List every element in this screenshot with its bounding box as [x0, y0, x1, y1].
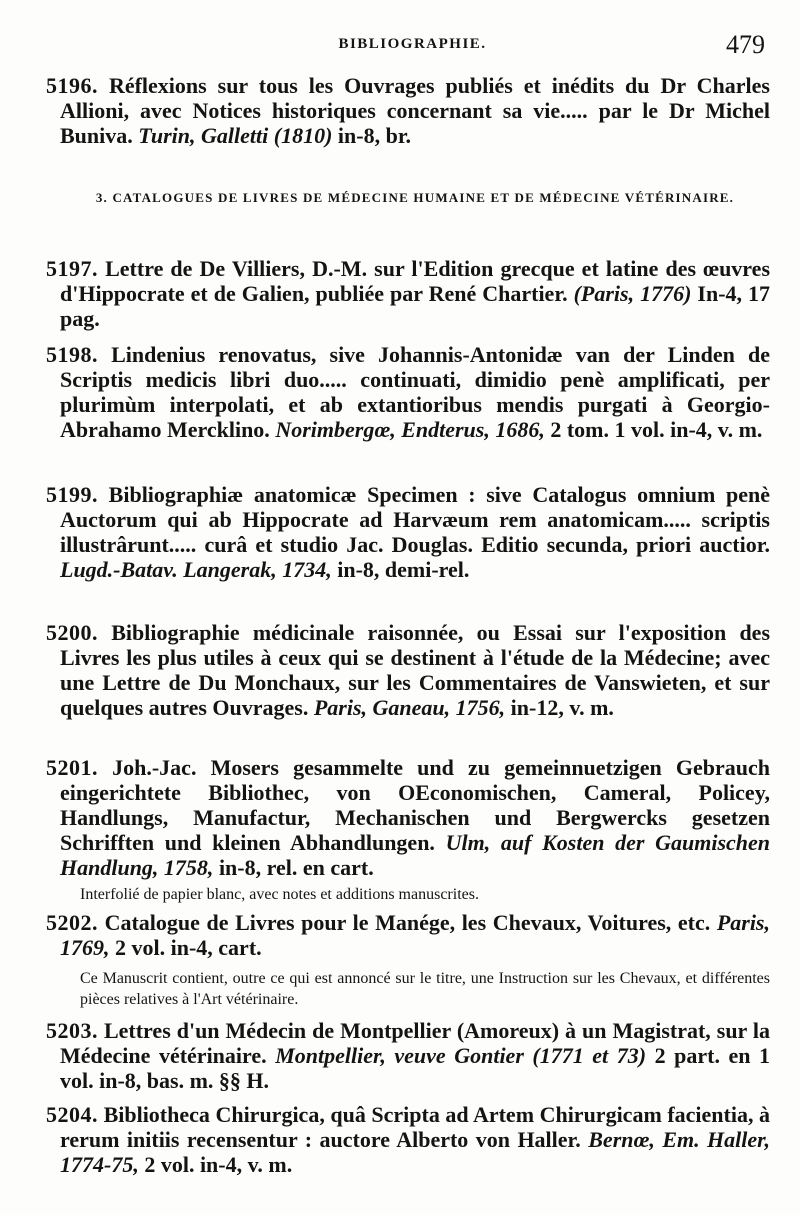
bibliography-entry-5200 [46, 620, 771, 720]
entry-number: 5203. [46, 1018, 98, 1043]
entry-title: Bibliographie médicinale raisonnée, ou Essai sur l'exposition des Livres les plus utiles à ceux qui se destinent à l'étude de la Médecine; avec une Lettre de Du Monchaux, sur les Commentaires de Vanswieten, et sur quelques autres Ouvrages. [60, 620, 771, 720]
entry-format: 2 tom. 1 vol. in-4, v. m. [550, 417, 763, 442]
entry-title: Catalogue de Livres pour le Manége, les Chevaux, Voitures, etc. [104, 910, 711, 935]
entry-format: in-12, v. m. [510, 695, 614, 720]
entry-format: 2 part. en 1 vol. in-8, bas. m. §§ H. [60, 1043, 771, 1093]
entry-imprint: Ulm, auf Kosten der Gaumischen Handlung, 1758, [60, 830, 770, 880]
entry-format: in-8, rel. en cart. [218, 855, 374, 880]
entry-imprint: Montpellier, veuve Gontier (1771 et 73) [275, 1043, 647, 1068]
entry-format: 2 vol. in-4, cart. [115, 935, 262, 960]
bibliography-entry-5199 [46, 482, 771, 582]
entry-imprint: Lugd.-Batav. Langerak, 1734, [60, 557, 332, 582]
running-head-title: BIBLIOGRAPHIE. [338, 36, 487, 52]
entry-format: in-8, demi-rel. [337, 557, 470, 582]
bibliography-entry-5203 [46, 1018, 771, 1093]
entry-imprint: Norimbergœ, Endterus, 1686, [275, 417, 545, 442]
section-title: CATALOGUES DE LIVRES DE MÉDECINE HUMAINE ET DE MÉDECINE VÉTÉRINAIRE. [112, 190, 735, 205]
entry-format: In-4, 17 pag. [60, 281, 771, 331]
section-number: 3. [95, 190, 108, 205]
running-head [60, 30, 765, 60]
entry-title: Lettres d'un Médecin de Montpellier (Amoreux) à un Magistrat, sur la Médecine vétérinaire. [60, 1018, 771, 1068]
entry-number: 5199. [46, 482, 98, 507]
entry-format: in-8, br. [337, 123, 412, 148]
entry-number: 5196. [46, 73, 98, 98]
page-number: 479 [726, 30, 765, 59]
entry-title: Lindenius renovatus, sive Johannis-Antonidæ van der Linden de Scriptis medicis libri duo..... continuati, dimidio penè amplificati, per plurimùm interpolati, et ab extantioribus mendis purgati à Georgio-Abrahamo Mercklino. [60, 342, 770, 442]
entry-imprint: (Paris, 1776) [573, 281, 692, 306]
bibliography-entry-5202 [46, 910, 770, 960]
entry-imprint: Turin, Galletti (1810) [138, 123, 333, 148]
entry-title: Bibliographiæ anatomicæ Specimen : sive Catalogus omnium penè Auctorum qui ab Hippocrate ad Harvæum rem anatomicam..... scriptis illustrârunt..... curâ et studio Jac. Douglas. Editio secunda, priori auctior. [60, 482, 771, 557]
entry-imprint: Paris, 1769, [60, 910, 770, 960]
bibliography-entry-5198 [46, 342, 770, 442]
entry-imprint: Paris, Ganeau, 1756, [313, 695, 506, 720]
entry-title: Joh.-Jac. Mosers gesammelte und zu gemeinnuetzigen Gebrauch eingerichtete Bibliothec, von OEconomischen, Cameral, Policey, Handlungs, Manufactur, Mechanischen und Bergwercks gesetzen Schrifften und kleinen Abhandlungen. [60, 755, 770, 855]
entry-title: Réflexions sur tous les Ouvrages publiés et inédits du Dr Charles Allioni, avec Notices historiques concernant sa vie..... par le Dr Michel Buniva. [60, 73, 770, 148]
entry-number: 5201. [46, 755, 98, 780]
entry-number: 5204. [46, 1102, 98, 1127]
bibliography-entry-5196 [46, 73, 770, 148]
entry-format: 2 vol. in-4, v. m. [144, 1152, 293, 1177]
bibliography-entry-5197 [46, 256, 771, 331]
entry-number: 5202. [46, 910, 98, 935]
entry-number: 5197. [46, 256, 98, 281]
section-heading [60, 186, 770, 209]
entry-note-5202: Ce Manuscrit contient, outre ce qui est annoncé sur le titre, une Instruction sur les Chevaux, et différentes pièces relatives à l'Art vétérinaire. [80, 970, 770, 1008]
entry-imprint: Bernœ, Em. Haller, 1774-75, [60, 1127, 771, 1177]
entry-note-5201: Interfolié de papier blanc, avec notes et additions manuscrites. [80, 886, 479, 903]
bibliography-entry-5201 [46, 755, 770, 880]
entry-number: 5198. [46, 342, 98, 367]
bibliography-entry-5204 [46, 1102, 771, 1177]
entry-number: 5200. [46, 620, 98, 645]
entry-title: Bibliotheca Chirurgica, quâ Scripta ad Artem Chirurgicam facientia, à rerum initiis recensentur : auctore Alberto von Haller. [60, 1102, 771, 1152]
entry-title: Lettre de De Villiers, D.-M. sur l'Edition grecque et latine des œuvres d'Hippocrate et de Galien, publiée par René Chartier. [60, 256, 771, 306]
